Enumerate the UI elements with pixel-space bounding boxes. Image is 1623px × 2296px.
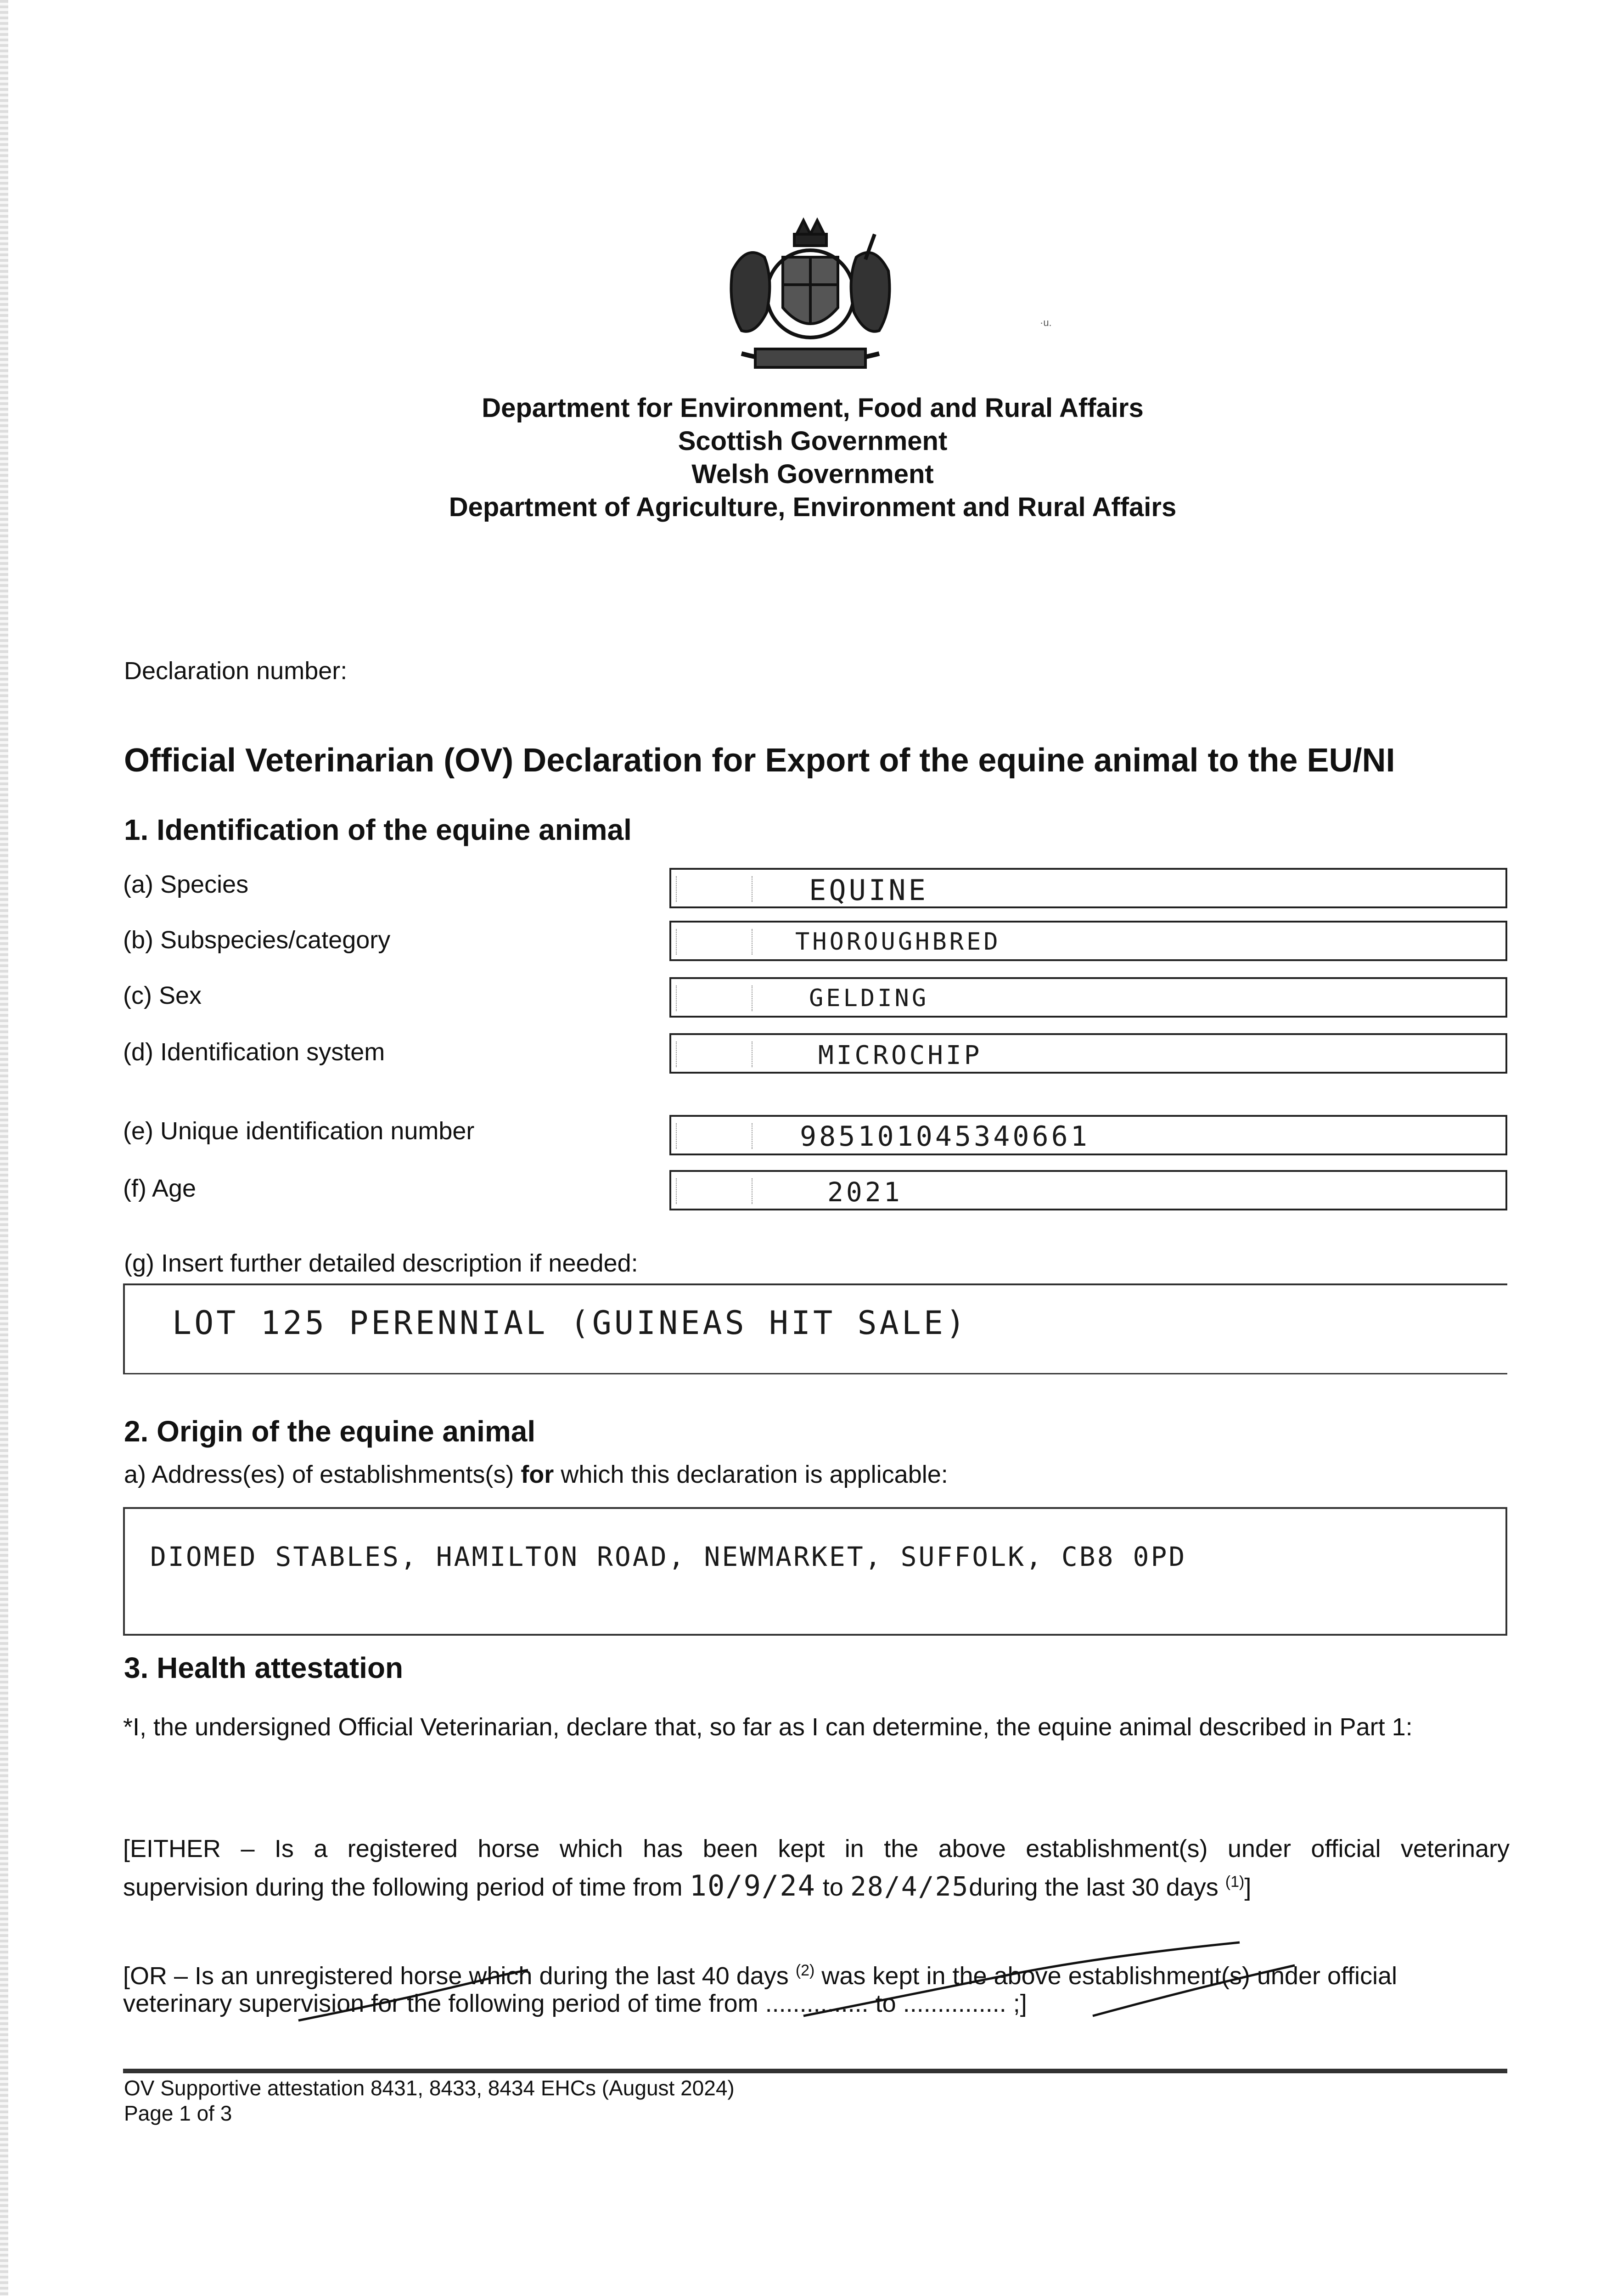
department-name: Department of Agriculture, Environment and Rural Affairs (449, 492, 1177, 522)
sex-value: GELDING (809, 985, 929, 1012)
unique-id-label: (e) Unique identification number (123, 1117, 475, 1145)
either-from-date: 10/9/24 (689, 1869, 816, 1902)
department-name: Scottish Government (678, 426, 948, 456)
further-description-label: (g) Insert further detailed description if needed: (124, 1249, 638, 1277)
subspecies-value: THOROUGHBRED (795, 928, 1001, 956)
sex-label: (c) Sex (123, 982, 202, 1009)
or-clause-line1: [OR – Is an unregistered horse which during the last 40 days $^{(2)}$ was kept in the above establishment(s) under official (123, 1962, 1398, 1990)
either-clause-line1: [EITHER – Is a registered horse which has been kept in the above establishment(s) under official veterinary (123, 1835, 1510, 1863)
footer-attestation: OV Supportive attestation 8431, 8433, 8434 EHCs (August 2024) (124, 2076, 735, 2100)
age-value: 2021 (827, 1176, 903, 1208)
section-3-heading: 3. Health attestation (124, 1651, 404, 1684)
species-value: EQUINE (809, 873, 928, 907)
scan-speck: ·u. (1040, 317, 1052, 328)
footer-page-number: Page 1 of 3 (124, 2101, 232, 2125)
address-value: DIOMED STABLES, HAMILTON ROAD, NEWMARKET, SUFFOLK, CB8 0PD (150, 1541, 1187, 1572)
page-title: Official Veterinarian (OV) Declaration for Export of the equine animal to the EU/NI (124, 742, 1395, 779)
age-label: (f) Age (123, 1175, 197, 1202)
either-clause-line2: supervision during the following period of time from 10/9/24 to 28/4/25during the last 30 days $^{(1)}$] (123, 1869, 1252, 1902)
either-to-date: 28/4/25 (850, 1871, 969, 1902)
species-label: (a) Species (123, 871, 249, 898)
department-name: Department for Environment, Food and Rural Affairs (482, 393, 1144, 423)
health-attestation-intro: *I, the undersigned Official Veterinarian, declare that, so far as I can determine, the equine animal described in Part 1: (123, 1713, 1413, 1741)
or-clause-line2: veterinary supervision for the following period of time from ............... to ............... ;] (123, 1990, 1027, 2017)
subspecies-label: (b) Subspecies/category (123, 926, 391, 954)
identification-system-label: (d) Identification system (123, 1038, 385, 1066)
section-2-heading: 2. Origin of the equine animal (124, 1415, 536, 1448)
section-1-heading: 1. Identification of the equine animal (124, 813, 632, 846)
unique-id-value: 985101045340661 (800, 1120, 1090, 1153)
further-description-value: LOT 125 PERENNIAL (GUINEAS HIT SALE) (172, 1304, 968, 1342)
declaration-number-label: Declaration number: (124, 657, 348, 685)
address-label: a) Address(es) of establishments(s) for which this declaration is applicable: (124, 1461, 948, 1488)
footer-rule (123, 2069, 1507, 2073)
department-name: Welsh Government (691, 459, 934, 489)
identification-system-value: MICROCHIP (818, 1041, 983, 1070)
